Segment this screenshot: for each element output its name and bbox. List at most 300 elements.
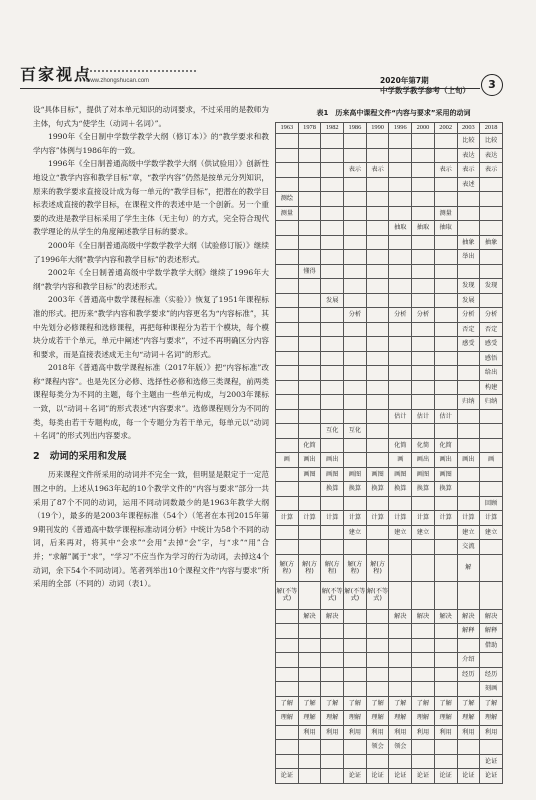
table-cell [276, 308, 299, 323]
table-cell: 画 [276, 453, 299, 468]
table-cell [366, 322, 389, 337]
table-cell [321, 525, 344, 540]
table-cell [412, 424, 435, 439]
header-url: www.zhongshucan.com [86, 78, 150, 84]
table-cell [276, 235, 299, 250]
table-cell [366, 206, 389, 221]
table-cell [298, 667, 321, 682]
table-cell [434, 366, 457, 381]
table-cell: 理解 [434, 711, 457, 726]
table-cell [480, 653, 503, 668]
table-cell [389, 192, 412, 207]
table-cell [298, 638, 321, 653]
article-text-column [33, 103, 269, 591]
table-cell: 换算 [344, 482, 367, 497]
table-cell [389, 496, 412, 511]
table-cell [366, 624, 389, 639]
column-header: 1986 [344, 123, 367, 134]
table-cell [457, 206, 480, 221]
table-cell [344, 754, 367, 769]
table-cell: 建立 [344, 525, 367, 540]
table-cell: 分析 [457, 308, 480, 323]
table-cell: 估计 [412, 409, 435, 424]
table-cell: 换算 [321, 482, 344, 497]
table-cell: 计算 [412, 511, 435, 526]
table-cell: 论证 [480, 754, 503, 769]
table-cell [276, 279, 299, 294]
table-cell: 利用 [457, 725, 480, 740]
table-cell: 解决 [434, 609, 457, 624]
table-cell: 理解 [321, 711, 344, 726]
table-cell [298, 682, 321, 697]
table-cell [276, 482, 299, 497]
table-cell: 举出 [457, 250, 480, 265]
table-cell [480, 250, 503, 265]
table-cell [434, 682, 457, 697]
table-cell [366, 264, 389, 279]
table-cell [412, 177, 435, 192]
table-row [276, 134, 503, 149]
table-cell [344, 235, 367, 250]
column-header: 2003 [457, 123, 480, 134]
table-cell [321, 754, 344, 769]
table-cell [434, 250, 457, 265]
table-cell: 了解 [366, 696, 389, 711]
table-cell [366, 609, 389, 624]
table-cell [321, 308, 344, 323]
table-cell [276, 177, 299, 192]
table-cell [457, 482, 480, 497]
table-cell [344, 134, 367, 149]
table-cell [298, 235, 321, 250]
table-row [276, 409, 503, 424]
table-cell [434, 322, 457, 337]
table-cell [389, 366, 412, 381]
table-cell: 论证 [412, 769, 435, 784]
table-cell: 分析 [389, 308, 412, 323]
table-cell [344, 293, 367, 308]
table-cell [321, 740, 344, 755]
table-cell [412, 148, 435, 163]
table-cell: 感悟 [480, 351, 503, 366]
table-cell [434, 337, 457, 352]
table-cell: 换算 [434, 482, 457, 497]
header-issue: 2020年第7期 [380, 76, 429, 85]
table-cell: 比较 [480, 134, 503, 149]
table-cell: 抽取 [434, 221, 457, 236]
paragraph: 1996年《全日制普通高级中学数学教学大纲（供试验用）》创新性地设立“教学内容和教学目标”章，“教学内容”仍然是按单元分列知识，原来的教学要求直接设计成为每一单元的“教学目标”，把潜在的教学目标表述成直接的教学目标，在课程文件的表述中是一个创新。另一个重要的改进是教学目标采用了学生主体（无主句）的方式，完全符合现代教学理论的从学生的角度阐述教学目标的要求。 [33, 159, 269, 237]
table-cell [276, 163, 299, 178]
table-cell: 测量 [434, 206, 457, 221]
table-cell [366, 177, 389, 192]
table-cell [276, 667, 299, 682]
table-cell [298, 740, 321, 755]
table-cell [298, 134, 321, 149]
table-cell: 发展 [457, 293, 480, 308]
table-cell: 画 [480, 453, 503, 468]
table-row [276, 250, 503, 265]
table-cell [321, 177, 344, 192]
table-cell: 发展 [321, 293, 344, 308]
table-cell: 利用 [298, 725, 321, 740]
table-cell [276, 380, 299, 395]
header-dotted-rule [86, 70, 196, 72]
header-brand: 百家视点 [20, 67, 93, 84]
table-cell: 利用 [434, 725, 457, 740]
table-cell [412, 496, 435, 511]
table-cell [321, 540, 344, 555]
table-cell [344, 380, 367, 395]
table-cell: 论证 [434, 769, 457, 784]
table-cell: 计算 [389, 511, 412, 526]
table-cell [434, 638, 457, 653]
table-cell: 抽取 [389, 221, 412, 236]
table-cell: 解(方程) [321, 554, 344, 581]
table-cell [298, 525, 321, 540]
table-cell [389, 134, 412, 149]
paragraph: 2000年《全日制普通高级中学数学教学大纲（试验修订版）》继续了1996年大纲“教学内容和教学目标”的表述形式。 [33, 240, 269, 264]
table-cell: 发现 [480, 279, 503, 294]
table-cell [366, 638, 389, 653]
table-cell: 表示 [344, 163, 367, 178]
table-cell [366, 235, 389, 250]
table-cell [434, 667, 457, 682]
table-cell: 解(方程) [366, 554, 389, 581]
table-cell [366, 754, 389, 769]
table-cell [366, 351, 389, 366]
table-cell: 构建 [480, 380, 503, 395]
table-cell: 经历 [480, 667, 503, 682]
table-cell [344, 682, 367, 697]
table-cell [321, 409, 344, 424]
table-row [276, 235, 503, 250]
table-cell [366, 366, 389, 381]
column-header: 1990 [366, 123, 389, 134]
table-cell: 表示 [434, 163, 457, 178]
table-cell [276, 409, 299, 424]
table-cell [298, 409, 321, 424]
table-cell [276, 540, 299, 555]
table-cell: 抽象 [480, 235, 503, 250]
table-row [276, 424, 503, 439]
table-cell [434, 424, 457, 439]
table-cell [457, 582, 480, 609]
table-cell [412, 395, 435, 410]
table-cell: 换算 [389, 482, 412, 497]
table-cell [344, 438, 367, 453]
paragraph: 2003年《普通高中数学课程标准（实验）》恢复了1951年课程标准的形式。把历来“教学内容和教学要求”的内容更名为“内容标准”，其中先划分必修课程和选修课程，再把每种课程分为若干个模块，每个模块分成若干个单元，单元中阐述“内容与要求”，不过不再明确区分内容和要求，而是直接表述成无主句“动词＋名词”的形式。 [33, 295, 269, 359]
paragraph: 历来课程文件所采用的动词并不完全一致，但明显是限定于一定范围之中的。上述从1963年起的10个教学文件的“内容与要求”部分一共采用了87个不同的动词，运用不同动词数最少的是1963年教学大纲（19个），最多的是2003年课程标准（54个）（笔者在本刊2015年第9期刊发的《普通高中数学课程标准动词分析》中统计为58个不同的动词，后来再对，将其中“会求”“会用”去掉“会”字，与“求”“用”合并；“求解”属于“求”，“学习”不应当作为学习的行为动词，去掉这4个动词，余下54个不同动词）。笔者列举出10个课程文件“内容与要求”所采用的全部（不同的）动词（表1）。 [33, 470, 269, 589]
table-cell [412, 740, 435, 755]
table-cell: 画图 [366, 467, 389, 482]
table-cell: 理解 [457, 711, 480, 726]
table-cell: 表示 [366, 163, 389, 178]
table-cell [389, 380, 412, 395]
table-cell: 表达 [480, 148, 503, 163]
table-cell: 论证 [366, 769, 389, 784]
table-cell: 回顾 [480, 496, 503, 511]
table-cell: 比较 [457, 134, 480, 149]
table-cell: 论证 [276, 769, 299, 784]
table-cell: 介绍 [457, 653, 480, 668]
table-cell [298, 192, 321, 207]
table-cell [480, 467, 503, 482]
table-row [276, 366, 503, 381]
table-cell [321, 638, 344, 653]
table-cell [276, 424, 299, 439]
table-cell [344, 540, 367, 555]
table-cell: 表述 [457, 177, 480, 192]
table-cell: 画 [389, 453, 412, 468]
table-cell: 利用 [412, 725, 435, 740]
table-cell [344, 740, 367, 755]
table-cell [457, 366, 480, 381]
header-journal: 中学数学教学参考（上旬） [380, 86, 470, 95]
table-cell [321, 221, 344, 236]
table-row [276, 496, 503, 511]
table-cell [344, 496, 367, 511]
table-cell: 理解 [389, 711, 412, 726]
table-cell [434, 148, 457, 163]
table-cell [434, 134, 457, 149]
table-cell [344, 250, 367, 265]
table-cell: 计算 [321, 511, 344, 526]
table-cell: 建立 [412, 525, 435, 540]
table-cell [434, 293, 457, 308]
paragraph: 2002年《全日制普通高级中学数学教学大纲》继续了1996年大纲“教学内容和教学目标”的表述形式。 [33, 268, 269, 291]
column-header: 1996 [389, 123, 412, 134]
table-cell [480, 482, 503, 497]
table-row [276, 554, 503, 581]
table-cell: 解(不等式) [344, 582, 367, 609]
table-cell: 归纳 [480, 395, 503, 410]
table-cell [389, 754, 412, 769]
table-cell [412, 134, 435, 149]
table-row [276, 740, 503, 755]
table-row [276, 624, 503, 639]
table-cell [412, 638, 435, 653]
table-cell [321, 682, 344, 697]
table-cell [298, 250, 321, 265]
table-cell: 论证 [457, 769, 480, 784]
table-cell: 估计 [389, 409, 412, 424]
table-row [276, 453, 503, 468]
table-cell: 理解 [344, 711, 367, 726]
table-cell [389, 395, 412, 410]
table-cell [321, 496, 344, 511]
table-cell: 解(方程) [276, 554, 299, 581]
table-cell [344, 279, 367, 294]
table-cell: 了解 [276, 696, 299, 711]
table-row [276, 337, 503, 352]
table-cell [434, 653, 457, 668]
table-cell [457, 380, 480, 395]
table-cell: 了解 [412, 696, 435, 711]
table-cell [434, 554, 457, 581]
table-cell [276, 395, 299, 410]
table-cell [366, 293, 389, 308]
table-cell: 利用 [389, 725, 412, 740]
table-cell [344, 192, 367, 207]
table-cell [276, 438, 299, 453]
column-header: 2002 [434, 123, 457, 134]
table-cell: 表示 [480, 163, 503, 178]
paragraph: 设“具体目标”，提供了对本单元知识的动词要求，不过采用的是教师为主体，句式为“使学生（动词＋名词）”。 [33, 105, 269, 128]
table-cell [480, 540, 503, 555]
table-cell [480, 192, 503, 207]
table-cell: 计算 [457, 511, 480, 526]
table-cell: 了解 [480, 696, 503, 711]
verb-table-container [275, 122, 503, 784]
table-cell: 画出 [298, 453, 321, 468]
table-cell: 换算 [366, 482, 389, 497]
table-cell: 抽象 [457, 235, 480, 250]
table-cell [434, 308, 457, 323]
table-cell [389, 554, 412, 581]
table-cell: 利用 [480, 725, 503, 740]
table-cell [457, 424, 480, 439]
table-cell [366, 148, 389, 163]
table-cell [434, 351, 457, 366]
table-cell [344, 453, 367, 468]
table-cell [389, 638, 412, 653]
table-cell [434, 540, 457, 555]
table-cell: 感受 [480, 337, 503, 352]
table-cell [276, 337, 299, 352]
table-row [276, 769, 503, 784]
table-cell [298, 769, 321, 784]
table-cell [457, 438, 480, 453]
table-cell [298, 177, 321, 192]
table-cell [480, 438, 503, 453]
table-cell [321, 351, 344, 366]
table-cell: 感受 [457, 337, 480, 352]
table-cell [389, 337, 412, 352]
table-cell: 化简 [434, 438, 457, 453]
table-cell: 解释 [457, 624, 480, 639]
table-cell [366, 279, 389, 294]
table-cell [366, 424, 389, 439]
table-cell [366, 250, 389, 265]
table-cell: 解决 [412, 609, 435, 624]
table-row [276, 148, 503, 163]
table-cell [366, 395, 389, 410]
table-cell [457, 638, 480, 653]
table-cell [298, 496, 321, 511]
table-cell: 了解 [389, 696, 412, 711]
table-cell: 画出 [412, 453, 435, 468]
table-cell [321, 192, 344, 207]
table-cell [344, 624, 367, 639]
table-cell [344, 351, 367, 366]
table-cell [344, 609, 367, 624]
table-row [276, 482, 503, 497]
table-cell [412, 682, 435, 697]
table-cell: 归纳 [457, 395, 480, 410]
table-cell [321, 250, 344, 265]
table-cell [412, 540, 435, 555]
table-cell [276, 351, 299, 366]
table-cell: 解(不等式) [276, 582, 299, 609]
table-row [276, 696, 503, 711]
table-cell: 解(方程) [344, 554, 367, 581]
table-cell: 解决 [321, 609, 344, 624]
table-cell: 了解 [434, 696, 457, 711]
table-cell [344, 653, 367, 668]
table-row [276, 582, 503, 609]
table-cell [480, 554, 503, 581]
table-cell: 解决 [389, 609, 412, 624]
table-cell: 分析 [480, 308, 503, 323]
table-cell: 给出 [480, 366, 503, 381]
table-cell [389, 235, 412, 250]
table-cell: 计算 [480, 511, 503, 526]
table-header-row [276, 123, 503, 134]
table-cell [434, 754, 457, 769]
table-row [276, 638, 503, 653]
table-cell: 画出 [457, 453, 480, 468]
table-cell: 借助 [480, 638, 503, 653]
table-cell: 化简 [298, 438, 321, 453]
table-cell [276, 525, 299, 540]
table-cell [434, 279, 457, 294]
table-row [276, 380, 503, 395]
table-cell [457, 192, 480, 207]
table-cell [389, 424, 412, 439]
table-cell [412, 653, 435, 668]
table-cell [366, 380, 389, 395]
table-cell [457, 467, 480, 482]
table-cell [298, 163, 321, 178]
table-cell [321, 148, 344, 163]
table-cell: 否定 [480, 322, 503, 337]
table-cell [412, 582, 435, 609]
table-cell [366, 308, 389, 323]
table-cell: 懂得 [298, 264, 321, 279]
table-row [276, 682, 503, 697]
table-cell: 经历 [457, 667, 480, 682]
table-cell [389, 279, 412, 294]
table-cell: 建立 [389, 525, 412, 540]
table-cell [389, 322, 412, 337]
table-cell: 计算 [298, 511, 321, 526]
column-header: 1982 [321, 123, 344, 134]
table-cell [321, 395, 344, 410]
table-cell [276, 624, 299, 639]
table-cell [366, 453, 389, 468]
table-cell [412, 554, 435, 581]
table-cell: 计算 [344, 511, 367, 526]
table-cell [412, 192, 435, 207]
table-row [276, 264, 503, 279]
table-cell: 了解 [457, 696, 480, 711]
table-cell: 解 [457, 554, 480, 581]
table-cell [344, 667, 367, 682]
table-cell [366, 409, 389, 424]
table-cell [480, 221, 503, 236]
table-cell [344, 395, 367, 410]
table-cell [276, 250, 299, 265]
table-cell [298, 395, 321, 410]
table-cell [389, 148, 412, 163]
table-cell: 测量 [276, 206, 299, 221]
table-cell [321, 235, 344, 250]
table-cell [276, 366, 299, 381]
table-cell [457, 351, 480, 366]
table-cell [412, 380, 435, 395]
table-cell [412, 351, 435, 366]
table-cell: 理解 [276, 711, 299, 726]
